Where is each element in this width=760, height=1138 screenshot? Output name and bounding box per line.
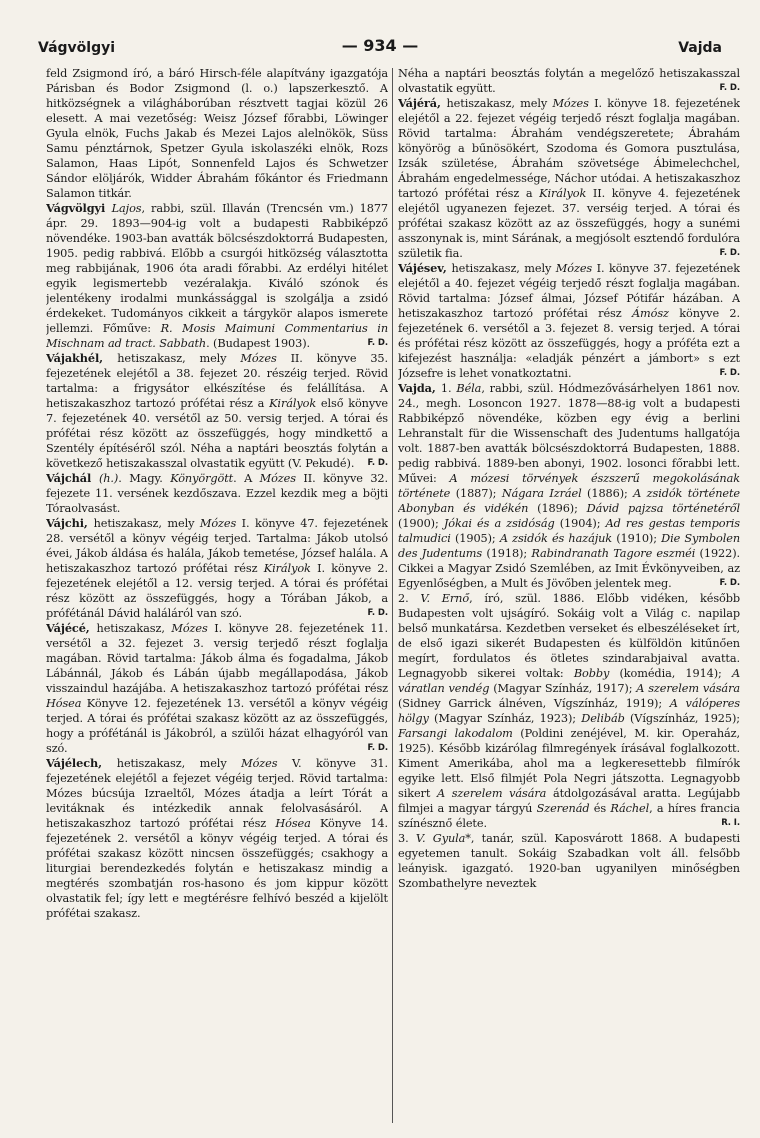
entry-text: Néha a naptári beosztás folytán a megelőző hetiszakasszal olvastatik együtt. (398, 67, 740, 95)
entry-text: , rabbi, szül. Illaván (Trencsén vm.) 1877 ápr. 29. 1893—904-ig volt a budapesti Rabbiképző növendéke. 1903-ban avatták bölcsészdoktorrá Budapesten, 1905. pedig rabbivá. Előbb a csurgói hitközség választotta meg rabbijának, 1906 óta aradi főrabbi. Az erdélyi hitélet egyik legismertebb vezéralakja. Kiváló szónok és jelentékeny irodalmi munkássággal is szolgálja a zsidó érdekeket. Tudományos cikkeit a tárgykör alapos ismerete jellemzi. Főműve: (46, 202, 388, 335)
entry-text: Delibáb (581, 712, 625, 725)
entry-text: Királyok (263, 562, 311, 575)
entry-headword: Vájchi, (46, 516, 94, 530)
running-header (38, 36, 722, 60)
entry-text: , a híres francia színésznő élete. (398, 802, 740, 830)
entry-text: A mózesi törvények észszerű megokolásának története (398, 472, 740, 500)
author-signature: F. D. (719, 578, 740, 588)
entry (398, 96, 740, 261)
entry-text: hetiszakasz, (96, 622, 172, 635)
entry-text: Ad res gestas temporis talmudici (398, 517, 740, 545)
entry-text: Mózes (199, 517, 237, 530)
entry-text: hetiszakasz, mely (446, 97, 553, 110)
entry-text: , író, szül. 1886. Előbb vidéken, később Budapesten volt ujságíró. Sokáig volt a Világ c. napilap belső munkatársa. Kezdetben verseket és elbeszéléseket írt, de első igazi sikerét Budapesten és külföldön kitűnően megírt, fordulatos és ötletes szindarabjaival avatta. Legnagyobb sikerei voltak: (398, 592, 740, 680)
entry-text: V. Ernő (420, 592, 470, 605)
entry-text: A válóperes hölgy (398, 697, 740, 725)
entry-text: (1905); (450, 532, 500, 545)
entry-text: I. könyve 18. fejezetének elejétől a 22. fejezet végéig terjedő részt foglalja magában. Rövid tartalma: Ábrahám vendégszeretete; Ábrahám könyörög a bűnösökért, Szodoma és Gomora pusztulása, Izsák születése, Ábrahám szövetsége Ábimelechchel, Ábrahám engedelmessége, Náchor utódai. A hetiszakaszhoz tartozó prófétai rész a (398, 97, 740, 200)
author-signature: F. D. (367, 743, 388, 753)
entry-text: (1910); (612, 532, 662, 545)
entry (46, 621, 388, 756)
entry-text: II. könyve 35. fejezetének elejétől a 38. fejezet 20. részéig terjed. Rövid tartalma: a frigysátor elkészítése és felállítása. A hetiszakaszhoz tartozó prófétai rész a (46, 352, 388, 410)
entry (46, 66, 388, 201)
entry-text: Hósea (46, 697, 82, 710)
entry-headword: Vájérá, (398, 96, 447, 110)
entry-headword: Vágvölgyi (46, 201, 112, 215)
author-signature: F. D. (367, 458, 388, 468)
entry-text: A zsidók és hazájuk (499, 532, 613, 545)
entry-text: Ráchel (610, 802, 650, 815)
author-signature: F. D. (719, 368, 740, 378)
entry-text: (1922). Cikkei a Magyar Zsidó Szemlében, az Imit Évkönyveiben, az Egyenlőségben, a Mult és Jövőben jelentek meg. (398, 547, 740, 590)
page-number: — 934 — (341, 36, 419, 55)
entry (398, 831, 740, 891)
entry-text: Könyve 14. fejezetének 2. versétől a könyv végéig terjed. A tórai és prófétai szakasz között nincsen összefüggés; csakhogy a liturgiai berendezkedés folytán e hetiszakasz mindig a megtérés szombatján ros-hasono és jom kippur között olvastatik fel; így lett e megtérésre felhívó beszéd a kijelölt prófétai szakasz. (46, 817, 388, 920)
entry-text: V. könyve 31. fejezetének elejétől a fejezet végéig terjed. Rövid tartalma: Mózes búcsúja Izraeltől, Mózes átadja a leírt Tórát a levitáknak és intézkedik annak felolvasásáról. A hetiszakaszhoz tartozó prófétai rész (46, 757, 388, 830)
author-signature: F. D. (719, 83, 740, 93)
entry-headword: Vájésev, (398, 261, 452, 275)
entry-text: , rabbi, szül. Hódmezővásárhelyen 1861 nov. 24., megh. Losoncon 1927. 1878—88-ig volt a budapesti Rabbiképző növendéke, közben egy évig a berlini Lehranstalt für die Wissenschaft des Judentums hallgatója volt. 1887-ben avatták bölcsészdoktorrá Budapesten, 1888. pedig rabbivá. 1889-ben abonyi, 1902. losonci főrabbi lett. Művei: (398, 382, 740, 485)
entry-text: Nágara Izráel (501, 487, 582, 500)
left-column (46, 66, 388, 1126)
entry-text: első könyve 7. fejezetének 40. versétől az 50. versig terjed. A tórai és prófétai rész között az összefüggés, hogy mindkettő a Szentély építéséről szól. Néha a naptári beosztás folytán a következő hetiszakasszal olvastatik együtt (V. Pekudé). (46, 397, 388, 470)
entry-text: I. könyve 28. fejezetének 11. versétől a 32. fejezet 3. versig terjedő részt foglalja magában. Rövid tartalma: Jákob álma és fogadalma, Jákob Lábánnál, Jákob és Lábán újabb megállapodása, Jákob visszaindul hazájába. A hetiszakaszhoz tartozó prófétai rész (46, 622, 388, 695)
entry-headword: Vájchál (46, 471, 99, 485)
entry-text: Béla (456, 382, 482, 395)
entry-text: átdolgozásával aratta. Legújabb filmjei a magyar tárgyú (398, 787, 740, 815)
entry (46, 201, 388, 351)
entry-text: (Magyar Színház, 1917); (489, 682, 637, 695)
entry-text: könyve 2. fejezetének 6. versétől a 3. fejezet 8. versig terjed. A tórai és prófétai rész között az összefüggés, hogy a próféta ezt a kifejezést használja: «eladják pénzért a jámbort» s ezt Józsefre is lehet vonatkoztatni. (398, 307, 740, 380)
entry-text: hetiszakasz, mely (451, 262, 556, 275)
entry (398, 591, 740, 831)
entry-text: Rabindranath Tagore eszméi (531, 547, 696, 560)
entry-text: és (589, 802, 611, 815)
entry-headword: Vájélech, (46, 756, 117, 770)
entry-text: Könyörgött (170, 472, 234, 485)
author-signature: F. D. (367, 608, 388, 618)
entry (46, 471, 388, 516)
entry-text: 2. (398, 592, 421, 605)
entry-text: Mózes (240, 352, 277, 365)
entry (46, 516, 388, 621)
entry-text: (Poldini zenéjével, M. kir. Operaház, 1925). Később kizárólag filmregények írásával foglalkozott. Kiment Amerikába, ahol ma a legkeresettebb filmírók egyike lett. Első filmjét Pola Negri játszotta. Legnagyobb sikert (398, 727, 740, 800)
entry-text: (h.) (98, 472, 119, 485)
entry-text: I. könyve 2. fejezetének elejétől a 12. versig terjed. A tórai és prófétai rész között az összefüggés, hogy a Tórában Jákob, a prófétánál Dávid haláláról van szó. (46, 562, 388, 620)
entry-text: V. Gyula* (415, 832, 471, 845)
entry-text: Mózes (241, 757, 278, 770)
entry-text: A szerelem vására (436, 787, 547, 800)
entry-text: (1886); (581, 487, 634, 500)
entry-text: hetiszakasz, mely (117, 352, 241, 365)
entry-text: (Vígszínház, 1925); (624, 712, 740, 725)
entry-text: Mózes (555, 262, 593, 275)
entry-text: (1896); (528, 502, 587, 515)
entry-text: hetiszakasz, mely (93, 517, 200, 530)
entry-text: Lajos (111, 202, 142, 215)
author-signature: R. I. (721, 818, 740, 828)
entry-text: I. könyve 37. fejezetének elejétől a 40. fejezet végéig terjedő részt foglalja magában. Rövid tartalma: József álmai, József Pótifár házában. A hetiszakaszhoz tartozó prófétai rész (398, 262, 740, 320)
entry-text: A váratlan vendég (398, 667, 740, 695)
entry-headword: Vájakhél, (46, 351, 118, 365)
entry-text: II. könyve 32. fejezete 11. versének kezdőszava. Ezzel kezdik meg a böjti Tóraolvasást. (46, 472, 388, 515)
entry-headword: Vájécé, (46, 621, 97, 635)
header-right-keyword: Vajda (678, 40, 722, 56)
entry-text: (1904); (554, 517, 606, 530)
entry-text: . Magy. (118, 472, 171, 485)
entry-text: Mózes (552, 97, 589, 110)
entry (398, 261, 740, 381)
entry-text: 3. (398, 832, 416, 845)
entry-text: (1900); (398, 517, 444, 530)
entry-text: Bobby (573, 667, 610, 680)
entry-text: Királyok (269, 397, 317, 410)
column-divider (392, 68, 393, 1123)
entry (398, 381, 740, 591)
author-signature: F. D. (719, 248, 740, 258)
entry-text: A szerelem vására (636, 682, 740, 695)
author-signature: F. D. (367, 338, 388, 348)
right-column (398, 66, 740, 1126)
entry-text: (1918); (482, 547, 532, 560)
entry-text: R. Mosis Maimuni Commentarius in Mischnam ad tract. Sabbath (46, 322, 388, 350)
entry-text: (Sidney Garrick álnéven, Vígszínház, 1919); (398, 697, 670, 710)
entry-text: Farsangi lakodalom (398, 727, 513, 740)
entry (398, 66, 740, 96)
entry-text: Hósea (275, 817, 311, 830)
entry-headword: Vajda, (398, 381, 441, 395)
entry-text: Ámósz (631, 307, 669, 320)
entry-text: Királyok (539, 187, 587, 200)
entry-text: , tanár, szül. Kaposvárott 1868. A budapesti egyetemen tanult. Sokáig Szabadkan volt áll. felsőbb leányisk. igazgató. 1920-ban ugyanilyen minőségben Szombathelyre neveztek (398, 832, 740, 890)
entry-text: Dávid pajzsa történetéről (586, 502, 740, 515)
entry-text: feld Zsigmond író, a báró Hirsch-féle alapítvány igazgatója Párisban és Bodor Zsigmond (l. o.) lapszerkesztő. A hitközségnek a világháborúban résztvett tagjai közül 26 elesett. A mai vezetőség: Weisz József főrabbi, Löwinger Gyula elnök, Fuchs Jakab és Mezei Lajos alelnökök, Süss Samu pénztárnok, Spetzer Gyula iskolaszéki elnök, Rozs Salamon, Haas Lipót, Sonnenfeld Lajos és Schwetzer Sándor elöljárók, Widder Ábrahám főkántor és Friedmann Salamon titkár. (46, 67, 388, 200)
entry-text: II. könyve 4. fejezetének elejétől ugyanezen fejezet. 37. verséig terjed. A tórai és prófétai szakasz között az az összefüggés, hogy a sunémi asszonynak is, mint Sárának, a megjósolt esztendő fordulóra születik fia. (398, 187, 740, 260)
entry-text: (1887); (450, 487, 502, 500)
entry-text: Mózes (171, 622, 208, 635)
entry-text: I. könyve 47. fejezetének 28. versétől a könyv végéig terjed. Tartalma: Jákob utolsó évei, Jákob áldása és halála, Jákob temetése, József halála. A hetiszakaszhoz tartozó prófétai rész (46, 517, 388, 575)
entry-text: Die Symbolen des Judentums (398, 532, 740, 560)
entry-text: Mózes (259, 472, 296, 485)
entry-text: (komédia, 1914); (609, 667, 732, 680)
entry-text: Könyve 12. fejezetének 13. versétől a könyv végéig terjed. A tórai és prófétai szakasz között az az összefüggés, hogy a prófétánál is Jákobról, a szülői házat elhagyóról van szó. (46, 697, 388, 755)
entry-text: . A (233, 472, 260, 485)
entry-text: . (Budapest 1903). (206, 337, 311, 350)
entry-text: 1. (440, 382, 457, 395)
entry (46, 756, 388, 921)
entry-text: hetiszakasz, mely (116, 757, 242, 770)
entry (46, 351, 388, 471)
entry-text: A zsidók története Abonyban és vidékén (398, 487, 740, 515)
entry-text: (Magyar Színház, 1923); (428, 712, 582, 725)
header-left-keyword: Vágvölgyi (38, 40, 116, 56)
entry-text: Jókai és a zsidóság (443, 517, 555, 530)
entry-text: Szerenád (536, 802, 590, 815)
